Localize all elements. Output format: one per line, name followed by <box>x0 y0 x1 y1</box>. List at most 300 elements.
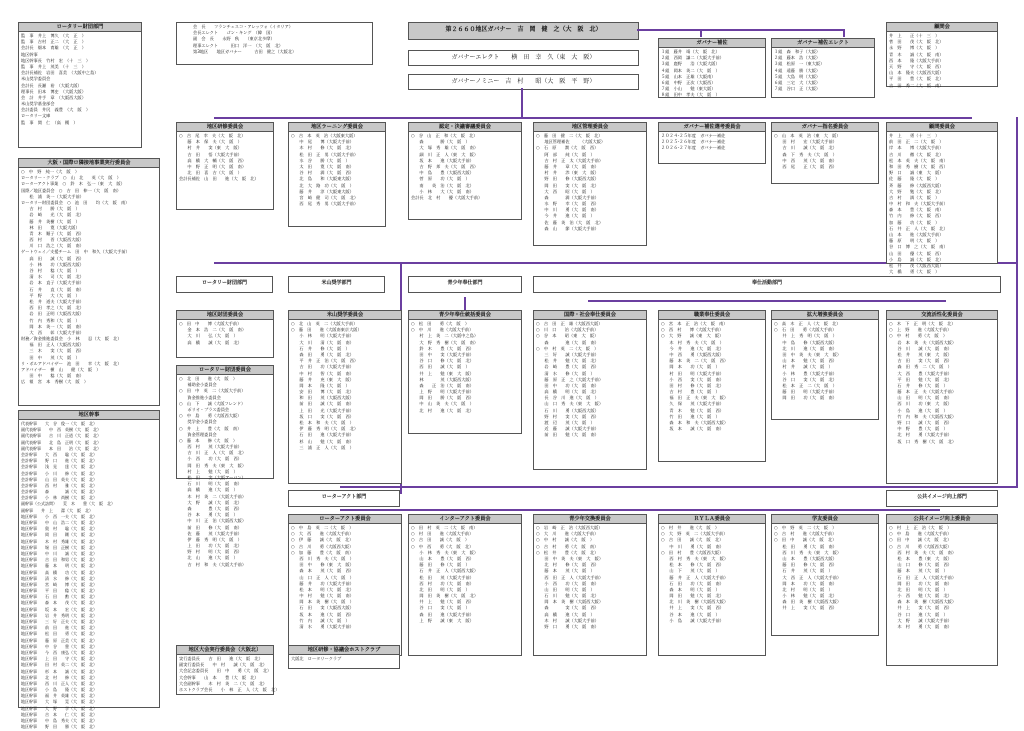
committee-box <box>288 310 402 484</box>
list-item: 吉 田 秀二（大 阪 南） <box>889 82 944 88</box>
connector-youth <box>464 297 466 311</box>
committee-title: 地区研修委員会 <box>177 123 273 132</box>
committee-member: 野 村 明（大 阪 西） <box>179 549 242 555</box>
committee-member: 井 上 勉（東 大 阪） <box>411 370 474 376</box>
committee-member: 森 田 秀 二（大 阪 ） <box>889 364 952 370</box>
committee-member: 村 井 実（東 大 阪） <box>179 145 242 151</box>
committee-member: 岸 本 博（大阪大手前） <box>889 145 944 151</box>
connector-main-vertical <box>521 88 523 118</box>
list-item: 監 事 吉村 正二 （大 正 ） <box>21 39 86 45</box>
committee-member: 田 中 実（大阪大手前） <box>411 351 474 357</box>
committee-member: 上 田 光（大阪大手前） <box>291 407 354 413</box>
list-item: 会計長 長瀬 裕 （大阪大阪） <box>21 82 82 88</box>
committee-box <box>771 310 879 420</box>
committee-member: 岩 崎 豊（大 阪 西） <box>536 364 599 370</box>
committee-member: 資金管理委員会 <box>179 431 217 437</box>
committee-member: 吉 田 実（大 阪 西） <box>889 358 952 364</box>
list-item: 井 上 正（十 三 ） <box>889 33 940 38</box>
committee-member: 会計長補佐 山 田 進（大 阪 北） <box>179 176 259 182</box>
list-item: 監 事 関 仁 （高 槻 ） <box>21 119 78 125</box>
committee-member: 岡 田 秀 夫（東 大 阪） <box>179 462 247 468</box>
committee-member: 村 井 誠（大 阪 ） <box>774 364 833 370</box>
list-item: 地区幹事 福 井 英雄（大 阪 北） <box>21 693 97 699</box>
committee-member: 大会記念委員長 田 中 勇（大 阪 北） <box>179 668 272 674</box>
committee-member: 吉 川 正 人（大 阪 北） <box>179 450 247 456</box>
list-item: ローターアクト事業 ○ 鈴 木 弘一（東 大 阪） <box>21 181 125 187</box>
committee-member: 小 島 誠（大 阪 北） <box>889 256 944 262</box>
committee-box <box>176 122 274 210</box>
committee-member: 前 田 勉（大 阪 南） <box>536 432 599 438</box>
connector-bottom-horizontal <box>340 509 940 511</box>
list-item: 副幹事（公式訪問） 荒 木 豊（大 阪 北） <box>21 501 115 507</box>
committee-member: ○ 吉 田 誠（大 阪 北） <box>661 537 724 543</box>
list-item: 地区幹事 吉 田 和男（大 阪 北） <box>21 557 97 563</box>
committee-member: 西 田 正 人（大阪大手前） <box>536 574 604 580</box>
list-item: 田 中 稔（大 阪 南） <box>21 373 84 379</box>
list-item: ２組 藤本 浩（大阪） <box>774 55 821 61</box>
committee-member: 北 大 路 功（大 阪 ） <box>291 182 354 188</box>
committee-member: 宮 崎 健 司（大 阪 北） <box>291 194 359 200</box>
committee-member: ○ 井 上 豊（大 阪 南） <box>179 425 242 431</box>
committee-member: 松 田 実（大阪アーバン） <box>179 475 246 480</box>
left-top-box <box>18 22 142 148</box>
governor-title: 第２６６０地区ガバナー 吉 岡 健 之（大 阪 北） <box>408 22 639 40</box>
committee-member: 吉 村 豊（大 阪 ） <box>661 389 720 395</box>
committee-member: 大会副幹事 木 村 英 二（大 阪 北） <box>179 680 267 686</box>
role-row: 理事エレクト 田口 洋一 （大 阪 北） <box>193 42 283 48</box>
committee-member: 森 本 茂（大 阪 西） <box>291 568 354 574</box>
committee-member: 山 田 明（大 阪 南） <box>889 395 952 401</box>
committee-member: 吉 村 正 太（大阪大手前） <box>536 157 604 163</box>
committee-member: 北 川 進（大 阪 南） <box>774 345 837 351</box>
committee-member: 大 川 弘（大 阪 ） <box>179 333 238 339</box>
committee-member: ○ 吉 尾 幸 夫（大 阪 北） <box>179 133 246 138</box>
committee-member: 大 野 秀 樹（大 阪 南） <box>411 339 479 345</box>
committee-member: ○ 田 中 博（大阪大手前） <box>179 321 242 326</box>
committee-member: 岡 本 功（大 阪 ） <box>661 364 720 370</box>
committee-member: 南 英 治（大 阪 北） <box>411 182 474 188</box>
list-item: 岩 本 直子（大阪大手前） <box>21 280 84 286</box>
committee-member: ○ 藤 田 進（大阪南東京大阪） <box>291 327 362 333</box>
committee-member: ○ 大 西 進（大阪大手前） <box>291 531 354 537</box>
committee-member: 井 上 実（大 阪 西） <box>774 605 837 611</box>
committee-member: 高 橋 進（大 阪 ） <box>179 487 238 493</box>
list-item: 財務／資金推進委員会 小 林 忍（大 阪 北） <box>21 336 122 342</box>
committee-member: 藤 田 修（大 阪 ） <box>411 562 470 568</box>
list-item: 山 本 隆夫（大阪西大阪） <box>889 70 944 76</box>
committee-box <box>886 122 998 275</box>
committee-member: 森 本 英 樹（大阪西大阪） <box>889 599 957 605</box>
committee-member: 岡 田 実（大 阪 北） <box>536 182 599 188</box>
committee-title: 地区財団委員会 <box>177 311 273 320</box>
committee-member: 北 島 和（大阪東大阪） <box>291 176 354 182</box>
list-item: 大 西 彰（大阪大手前） <box>21 329 84 335</box>
list-item: 西 本 隆（大阪大手前） <box>889 57 944 63</box>
list-item: ６組 三宅 大（大阪） <box>774 79 821 85</box>
committee-member: 藤 本 茂（大 阪 ） <box>889 568 948 574</box>
committee-member: 谷 口 進（大 阪 ） <box>889 611 948 617</box>
committee-member: ○ 石 田 勇（大阪大手前） <box>774 327 837 333</box>
committee-member: ポリオ・プラス委員会 <box>179 406 230 412</box>
committee-member: 上 田 功（大 阪 北） <box>179 543 242 549</box>
list-item: 監 事 井上 茂美 （十 三 ） <box>21 63 86 69</box>
list-item: 地区幹事 藤 原 正美（大 阪 北） <box>21 637 97 643</box>
committee-member: 西 川 秀 夫（東 大 阪） <box>774 549 842 555</box>
committee-box <box>533 514 647 656</box>
committee-member: ○ 中 島 勇（大阪西大阪） <box>179 413 242 419</box>
committee-member: 石 井 茂（大 阪 ） <box>774 568 833 574</box>
committee-member: ○ 吉 村 進（大阪大手前） <box>774 531 837 537</box>
committee-member: 坂 本 誠（大 阪 南） <box>661 426 724 432</box>
committee-box <box>658 514 766 656</box>
committee-member: 森 正 治（大 阪 南） <box>411 382 474 388</box>
list-item: ７組 小山 勉（東大阪） <box>661 86 716 92</box>
committee-member: ○ 田 村 豊（大阪西大阪） <box>661 549 724 555</box>
committee-title: ガバナー指名委員会 <box>772 123 878 132</box>
committee-member: 中 川 勇（大 阪 南） <box>536 207 599 213</box>
committee-member: 井 上 実（大 阪 西） <box>661 605 724 611</box>
committee-member: 井 上 秀 明（大 阪 ） <box>774 333 837 339</box>
committee-member: 大 野 誠（大阪大手前） <box>889 617 952 623</box>
committee-member: 中 尾 博（大阪大手前） <box>291 139 354 145</box>
connector-right-vertical <box>1016 117 1018 487</box>
list-item: ロータリー財団委員会 ○ 池 田 均（大 阪 南） <box>21 199 130 205</box>
committee-title: 地区管理委員会 <box>534 123 646 132</box>
committee-title: 青少年交換委員会 <box>534 515 646 524</box>
list-item: ３組 鹿野 浩（大阪大阪） <box>661 61 720 67</box>
list-item: ６組 中野 正次（大阪西） <box>661 79 716 85</box>
list-item: ゲートウェイ／支援チーム 田 中 和久（大阪大手前） <box>21 249 130 255</box>
committee-member: 松 本 英 夫（大 阪 南） <box>889 157 948 163</box>
committee-member: 木 村 勇（大 阪 南） <box>889 624 952 629</box>
committee-member: 大 西 豊（大阪大手前） <box>889 370 952 376</box>
committee-member: ○ 石 原 潤（大 阪 西） <box>536 145 599 151</box>
committee-member: ○ 田 中 英 二（大阪大手前） <box>179 388 246 394</box>
list-item: 地区幹事 吉 本 仁（大 阪 北） <box>21 711 97 717</box>
committee-member: 森 進（大 阪 南） <box>536 339 599 345</box>
committee-member: 北 川 英 樹（大阪西大阪） <box>661 599 729 605</box>
committee-member: 岡 田 英 樹（大 阪 北） <box>411 593 479 599</box>
committee-title: インターアクト委員会 <box>409 515 521 524</box>
committee-member: ○ 村 田 進（大阪大手前） <box>411 531 474 537</box>
committee-member: ○ 伊 藤 誠（大 阪 北） <box>291 537 354 543</box>
list-item: 地区幹事 中 川 誠（大 阪 北） <box>21 550 97 556</box>
committee-title: 青少年奉仕統括委員会 <box>409 311 521 320</box>
committee-member: ○ 西 村 博（大阪大手前） <box>661 327 724 333</box>
committee-member: 松 井 茂（大阪西大阪） <box>889 262 944 268</box>
committee-member: ○ 中 村 英 二（大 阪 ） <box>536 345 599 351</box>
committee-member: 石 井 正 人（大 阪 北） <box>889 225 948 231</box>
list-item: 岡 本 英一（大 阪 南） <box>21 323 84 329</box>
committee-member: 阿 部 純（大 阪 ） <box>536 151 595 157</box>
committee-box <box>658 310 766 462</box>
committee-member: ○ 松 井 豊（大 阪 北） <box>536 549 599 555</box>
committee-title: 職業奉仕委員会 <box>659 311 765 320</box>
committee-member: 中 西 茂（大 阪 南） <box>774 157 837 163</box>
committee-member: 北 田 明（大 阪 ） <box>411 586 470 592</box>
committee-member: ○ 藤 本 修（大 阪 ） <box>179 437 238 443</box>
list-item: 会計幹事 山 田 英夫（大 阪 北） <box>21 476 97 482</box>
committee-member: ○ 中 西 勇（大 阪 北） <box>411 543 474 549</box>
committee-member: 松 田 茂（大阪大手前） <box>411 574 474 580</box>
committee-title: 学友委員会 <box>772 515 878 524</box>
committee-member: 中 川 勇（大 阪 南） <box>661 543 724 549</box>
list-item: 林 田 寛（大阪大阪） <box>21 224 80 230</box>
governor-elect: ガバナーエレクト 横 田 幸 久（東 大 阪） <box>408 50 639 66</box>
committee-member: 奨学金小委員会 <box>179 419 217 425</box>
list-item: 青 木 誠（大 阪 南） <box>889 51 944 57</box>
committee-member: 地区管理補佐 （大阪大阪） <box>536 139 606 145</box>
committee-member: 吉 村 和 夫（大阪大手前） <box>179 561 247 567</box>
committee-title: 交流活性化委員会 <box>887 311 997 320</box>
list-item: 地区幹事 三 好 正夫（大 阪 北） <box>21 619 97 624</box>
committee-member: 中 川 正 治（大阪西大阪） <box>179 518 247 524</box>
committee-title: 地区大会実行委員会（大阪北） <box>177 646 273 655</box>
connector-v2 <box>843 29 845 37</box>
division-rotary-foundation: ロータリー財団部門 <box>176 276 273 293</box>
committee-member: 杉 山 勉（大 阪 南） <box>291 438 354 444</box>
committee-member: 谷 口 修（大 阪 北） <box>411 358 474 364</box>
list-item: 平 野 大（大 阪 ） <box>21 292 80 298</box>
committee-member: 上 野 誠（東 大 阪） <box>411 617 474 623</box>
committee-member: 森 実（大 阪 西） <box>536 605 599 611</box>
list-item: ４組 遠藤 勝（大阪） <box>774 67 821 73</box>
governor-nominee: ガバナーノミニー 吉 村 昭（大 阪 平 野） <box>408 74 639 90</box>
list-item: 小 林 功（大阪西大阪） <box>21 261 84 267</box>
committee-member: 今 井 進（大 阪 ） <box>536 213 595 219</box>
committee-member: 松 本 和 夫（大 阪 ） <box>291 420 354 425</box>
list-item: 三 木 実（大 阪 西） <box>21 348 84 354</box>
committee-member: 吉 野 邦 夫（大 阪 西） <box>411 163 479 169</box>
committee-member: 高 橋 誠（大 阪 北） <box>179 339 242 345</box>
list-item: 石 井 直（大 阪 南） <box>21 286 84 292</box>
committee-member: ○ 上 野 進（大阪大手前） <box>889 327 952 333</box>
role-row: 会 長 フランチェスコ・アレッツォ（イタリア） <box>193 24 293 29</box>
governor-assistants-title: ガバナー補佐 <box>659 39 765 48</box>
division-public-image: 公共イメージ向上部門 <box>886 490 998 507</box>
list-item: 米山奨学基金部会 <box>21 101 55 107</box>
committee-member: ○ 北 山 英 二（大阪大手前） <box>291 321 358 326</box>
list-item: 地区幹事 藤 本 明（大 阪 北） <box>21 563 97 569</box>
committee-member: 森 勝（大 阪 ） <box>411 139 470 145</box>
list-item: 青 木 順子（大 阪 西） <box>21 230 84 236</box>
committee-member: 藤 田 明（大阪大手前） <box>774 389 837 395</box>
committee-member: 岡 田 功（大 阪 南） <box>889 580 952 586</box>
committee-member: 森 本 和 夫（大阪西大阪） <box>661 420 729 425</box>
committee-member: 松 井 勉（大 阪 北） <box>536 358 599 364</box>
list-item: 地区幹事 平 田 稔（大 阪 北） <box>21 588 97 594</box>
list-item: 地区幹事 木 村 秀雄（大 阪 北） <box>21 538 97 544</box>
list-item: 地区幹事 田 村 英二（大 阪 北） <box>21 662 97 668</box>
list-item: １組 森 和子（大阪） <box>774 49 821 54</box>
committee-member: 藤 本 茂（大 阪 ） <box>536 568 595 574</box>
list-item: 地区幹事 前 田 進（大 阪 北） <box>21 625 97 631</box>
committee-member: 坂 口 実（大 阪 西） <box>291 413 354 419</box>
list-item: ８組 田中 孝夫（大 阪 ） <box>661 92 720 98</box>
list-item: 地区幹事 坂 本 宏（大 阪 北） <box>21 606 97 612</box>
list-item: 地区幹事 小 西 一夫（大 阪 北） <box>21 513 97 519</box>
committee-member: 小 林 明（大阪大手前） <box>291 333 354 339</box>
list-item: 竹 内 秀和（大 阪 ） <box>21 317 80 323</box>
committee-member: 藤 井 淳（大阪東大阪） <box>291 188 354 194</box>
committee-member: 中 島 修（大阪西大阪） <box>774 339 837 345</box>
list-item: ２組 西岡 謙二（大阪大手前） <box>661 55 724 61</box>
committee-member: 清 水 勇（大阪大手前） <box>291 624 354 629</box>
committee-member: 山 田 優（大 阪 西） <box>889 250 944 256</box>
committee-member: 菅 原 功（大 阪 ） <box>411 176 470 182</box>
committee-member: 岩 本 英 夫（大阪西大阪） <box>889 339 957 345</box>
committee-member: 西 川 功（東 大 阪） <box>889 401 952 407</box>
committee-member: 前 田 修（大 阪 南） <box>179 524 242 530</box>
committee-member: 森 田 英 樹（大阪西大阪） <box>774 599 842 605</box>
committee-member: 石 田 正 人（大阪大手前） <box>889 574 957 580</box>
committee-member: 補助金小委員会 <box>179 382 217 388</box>
list-item: 西 村 晋（大阪西大阪） <box>21 237 84 243</box>
committee-box <box>176 645 280 695</box>
committee-member: 伊 藤 秀 明（大 阪 ） <box>179 536 242 542</box>
committee-member: 小 西 功（大 阪 南） <box>536 580 599 586</box>
list-item: 地区幹事 <box>21 51 42 57</box>
list-item: 会計幹事 小 川 修（大 阪 北） <box>21 470 97 476</box>
committee-member: 佐 藤 隆（大 阪 ） <box>889 176 940 182</box>
committee-member: 井 上 実（大 阪 西） <box>889 605 952 611</box>
connector-lower-horizontal <box>340 486 1018 488</box>
committee-member: ○ 岩 崎 正 治（大阪西大阪） <box>536 525 603 530</box>
committee-member: 実行委員長 吉 田 進（大 阪 北） <box>179 656 263 661</box>
committee-member: 田 村 修（大 阪 北） <box>661 382 724 388</box>
committee-title: 国際・社会奉仕委員会 <box>534 311 646 320</box>
committee-member: 西 尾 秀 男（大阪大手前） <box>291 201 359 207</box>
list-item: 川 口 浩之（大 阪 南） <box>21 243 84 249</box>
committee-member: 田 中 修（東 大 阪） <box>291 562 354 568</box>
list-item: 理事長 田本 博史 （大阪大阪） <box>21 88 86 94</box>
committee-member: 長 谷 川 進（大 阪 ） <box>536 395 599 401</box>
list-item: 会計幹事 小 林 尚樹（大 阪 北） <box>21 495 97 501</box>
list-item: １組 藤井 靖（大 阪 北） <box>661 49 720 54</box>
committee-member: 村 上 英 二（大阪中之島） <box>411 333 479 339</box>
list-item: 地区幹事 清 水 修（大 阪 北） <box>21 575 97 581</box>
advisers-title: 顧問会 <box>887 23 997 32</box>
committee-member: 大阪北 ロータリークラブ <box>291 656 342 661</box>
list-item: 岩 田 正明（大阪西大阪） <box>21 311 84 317</box>
list-item: リ・ボルアドバイザー 池 田 幸（大 阪 北） <box>21 360 122 366</box>
list-item: 地区幹事 大 塚 晃（大 阪 北） <box>21 699 97 705</box>
committee-member: 小 林 豊（大阪大手前） <box>774 370 837 376</box>
committee-member: 前 田 誠（大 阪 南） <box>291 401 354 407</box>
committee-title: 公共イメージ向上委員会 <box>887 515 997 524</box>
committee-box <box>288 514 402 656</box>
committee-member: ○ 谷 山 正 和（大 阪 北） <box>411 133 478 138</box>
list-item: 地区幹事 上 田 守（大 阪 北） <box>21 656 97 662</box>
list-item: 西 田 孝之（大 阪 北） <box>21 305 84 311</box>
committee-member: 小 島 誠（大阪大手前） <box>661 617 724 623</box>
left-top-title: ロータリー財団部門 <box>19 23 141 32</box>
committee-member: 佐 藤 茂（大阪大手前） <box>179 530 242 536</box>
committee-member: 田 村 宏（大阪大手前） <box>774 139 837 145</box>
division-youth-service: 青少年奉仕部門 <box>408 276 522 293</box>
committee-title: 地区ラーニング委員会 <box>289 123 385 132</box>
committee-member: 西 村 功（大 阪 南） <box>411 580 474 586</box>
committee-member: 藤 井 充（東 大 阪） <box>291 376 354 382</box>
committee-box <box>886 514 998 666</box>
committee-member: 石 川 勇（大阪西大阪） <box>536 407 599 413</box>
committee-member: 野 口 誠（東 大 阪） <box>889 170 944 176</box>
committee-member: 北 山 進（大 阪 ） <box>179 555 238 561</box>
committee-member: ○ 藤 田 健 二（大 阪 北） <box>536 133 603 138</box>
committee-member: 森 満（大阪大手前） <box>536 194 599 200</box>
list-item: ○ 中 野 純一（大 阪 ） <box>21 169 80 174</box>
committee-member: 伊 藤 秀 明（大 阪 北） <box>291 426 359 432</box>
committee-box <box>408 514 522 656</box>
committee-box <box>408 122 522 220</box>
committee-member: 石 田 実（大阪西大阪） <box>291 605 354 611</box>
committee-member: ○ 谷 本 昭（東 大 阪） <box>536 333 599 339</box>
committee-member: ○ 中 村 誠（大 阪 ） <box>536 537 595 543</box>
committee-member: ○ 村 上 正 治（大 阪 ） <box>889 525 952 530</box>
list-item: 会計委員 井尻 義豊 （大 阪 ） <box>21 107 91 113</box>
committee-member: 清 水 修（大 阪 ） <box>536 370 595 376</box>
committee-member: 北 田 明（大 阪 ） <box>889 586 948 592</box>
committee-member: ○ 松 田 勇（大 阪 ） <box>411 321 470 326</box>
committee-member: 木 村 秀 夫（大 阪 ） <box>661 339 724 345</box>
committee-member: 谷 本 勇（大 阪 ） <box>179 512 238 518</box>
committee-member: 石 井 修（大 阪 ） <box>889 382 948 388</box>
list-item: 清 水 司（大 阪 北） <box>21 274 84 280</box>
committee-box <box>288 122 386 227</box>
committee-member: 北 村 勇（大阪大手前） <box>889 432 952 438</box>
committee-member: 前 田 正 二（大 阪 ） <box>889 139 944 145</box>
committee-member: 森 豊（大 阪 西） <box>179 505 242 511</box>
committee-member: 細 川 正 人（東 大 阪） <box>411 151 479 157</box>
list-item: 地区幹事長 竹村 宏 （十 三 ） <box>21 57 91 63</box>
committee-member: 小 西 実（大 阪 南） <box>661 376 724 382</box>
committee-member: 松 井 茂（東 大 阪） <box>889 351 952 357</box>
committee-member: 中 村 和 夫（大阪大手前） <box>889 201 948 207</box>
committee-member: 井 上 勇（十 三 ） <box>889 133 940 138</box>
committee-member: 高 橋 大 輔（大 阪 西） <box>179 157 247 163</box>
committee-member: 谷 口 博 之（大 阪 南） <box>889 244 948 250</box>
committee-member: 松 本 正 二（大 阪 ） <box>774 382 837 388</box>
committee-member: 井 上 勉（大 阪 西） <box>411 599 474 605</box>
committee-member: 石 川 勉（大 阪 北） <box>536 593 599 599</box>
committee-member: ○ 田 中 誠（大 阪 北） <box>889 537 952 543</box>
list-item: 地区幹事 北 村 修（大 阪 北） <box>21 674 97 680</box>
committee-member: 水 野 幸（大 阪 西） <box>536 201 599 207</box>
list-item: 菅 田 茂（大 阪 北） <box>889 39 944 45</box>
committee-member: 西 川 秀 夫（大 阪 ） <box>291 555 354 561</box>
committee-member: 田 中 功（大 阪 南） <box>536 382 599 388</box>
committee-member: ○ 高 木 正 人（大 阪 北） <box>774 321 841 326</box>
committee-member: 西 尾 正（大 阪 西） <box>774 163 837 169</box>
committee-member: 岡 本 隆（大 阪 ） <box>291 382 350 388</box>
committee-member: ○ 吉 川 勇（大阪西大阪） <box>291 543 354 549</box>
committee-member: 太 田 寛（大 阪 南） <box>291 163 354 169</box>
left-big-box <box>18 158 160 406</box>
committee-member: ○ 中 島 進（大阪大手前） <box>889 531 952 537</box>
left-bottom-box <box>18 410 160 730</box>
committee-member: 竹 内 修（大 阪 西） <box>889 213 944 219</box>
committee-member: 松 本 明（大 阪 北） <box>291 586 354 592</box>
list-item: 松 浦 英一（大阪大手前） <box>21 193 84 199</box>
list-item: 副代表幹事 本 田 治（大 阪 北） <box>21 445 101 451</box>
governor-assistants-elect-title: ガバナー補佐エレクト <box>772 39 874 48</box>
committee-member: ２０２５-２６年度 ガバナー補佐 <box>661 139 726 145</box>
committee-member: ○ 大 川 進（大阪大手前） <box>536 531 599 537</box>
committee-member: 藤 井 功（大阪大手前） <box>291 580 354 586</box>
committee-member: 藤 原 正 之（大阪大手前） <box>536 376 604 382</box>
committee-member: ○ 田 中 誠（大 阪 北） <box>774 537 837 543</box>
committee-member: 野 口 勇（大 阪 南） <box>536 624 599 629</box>
